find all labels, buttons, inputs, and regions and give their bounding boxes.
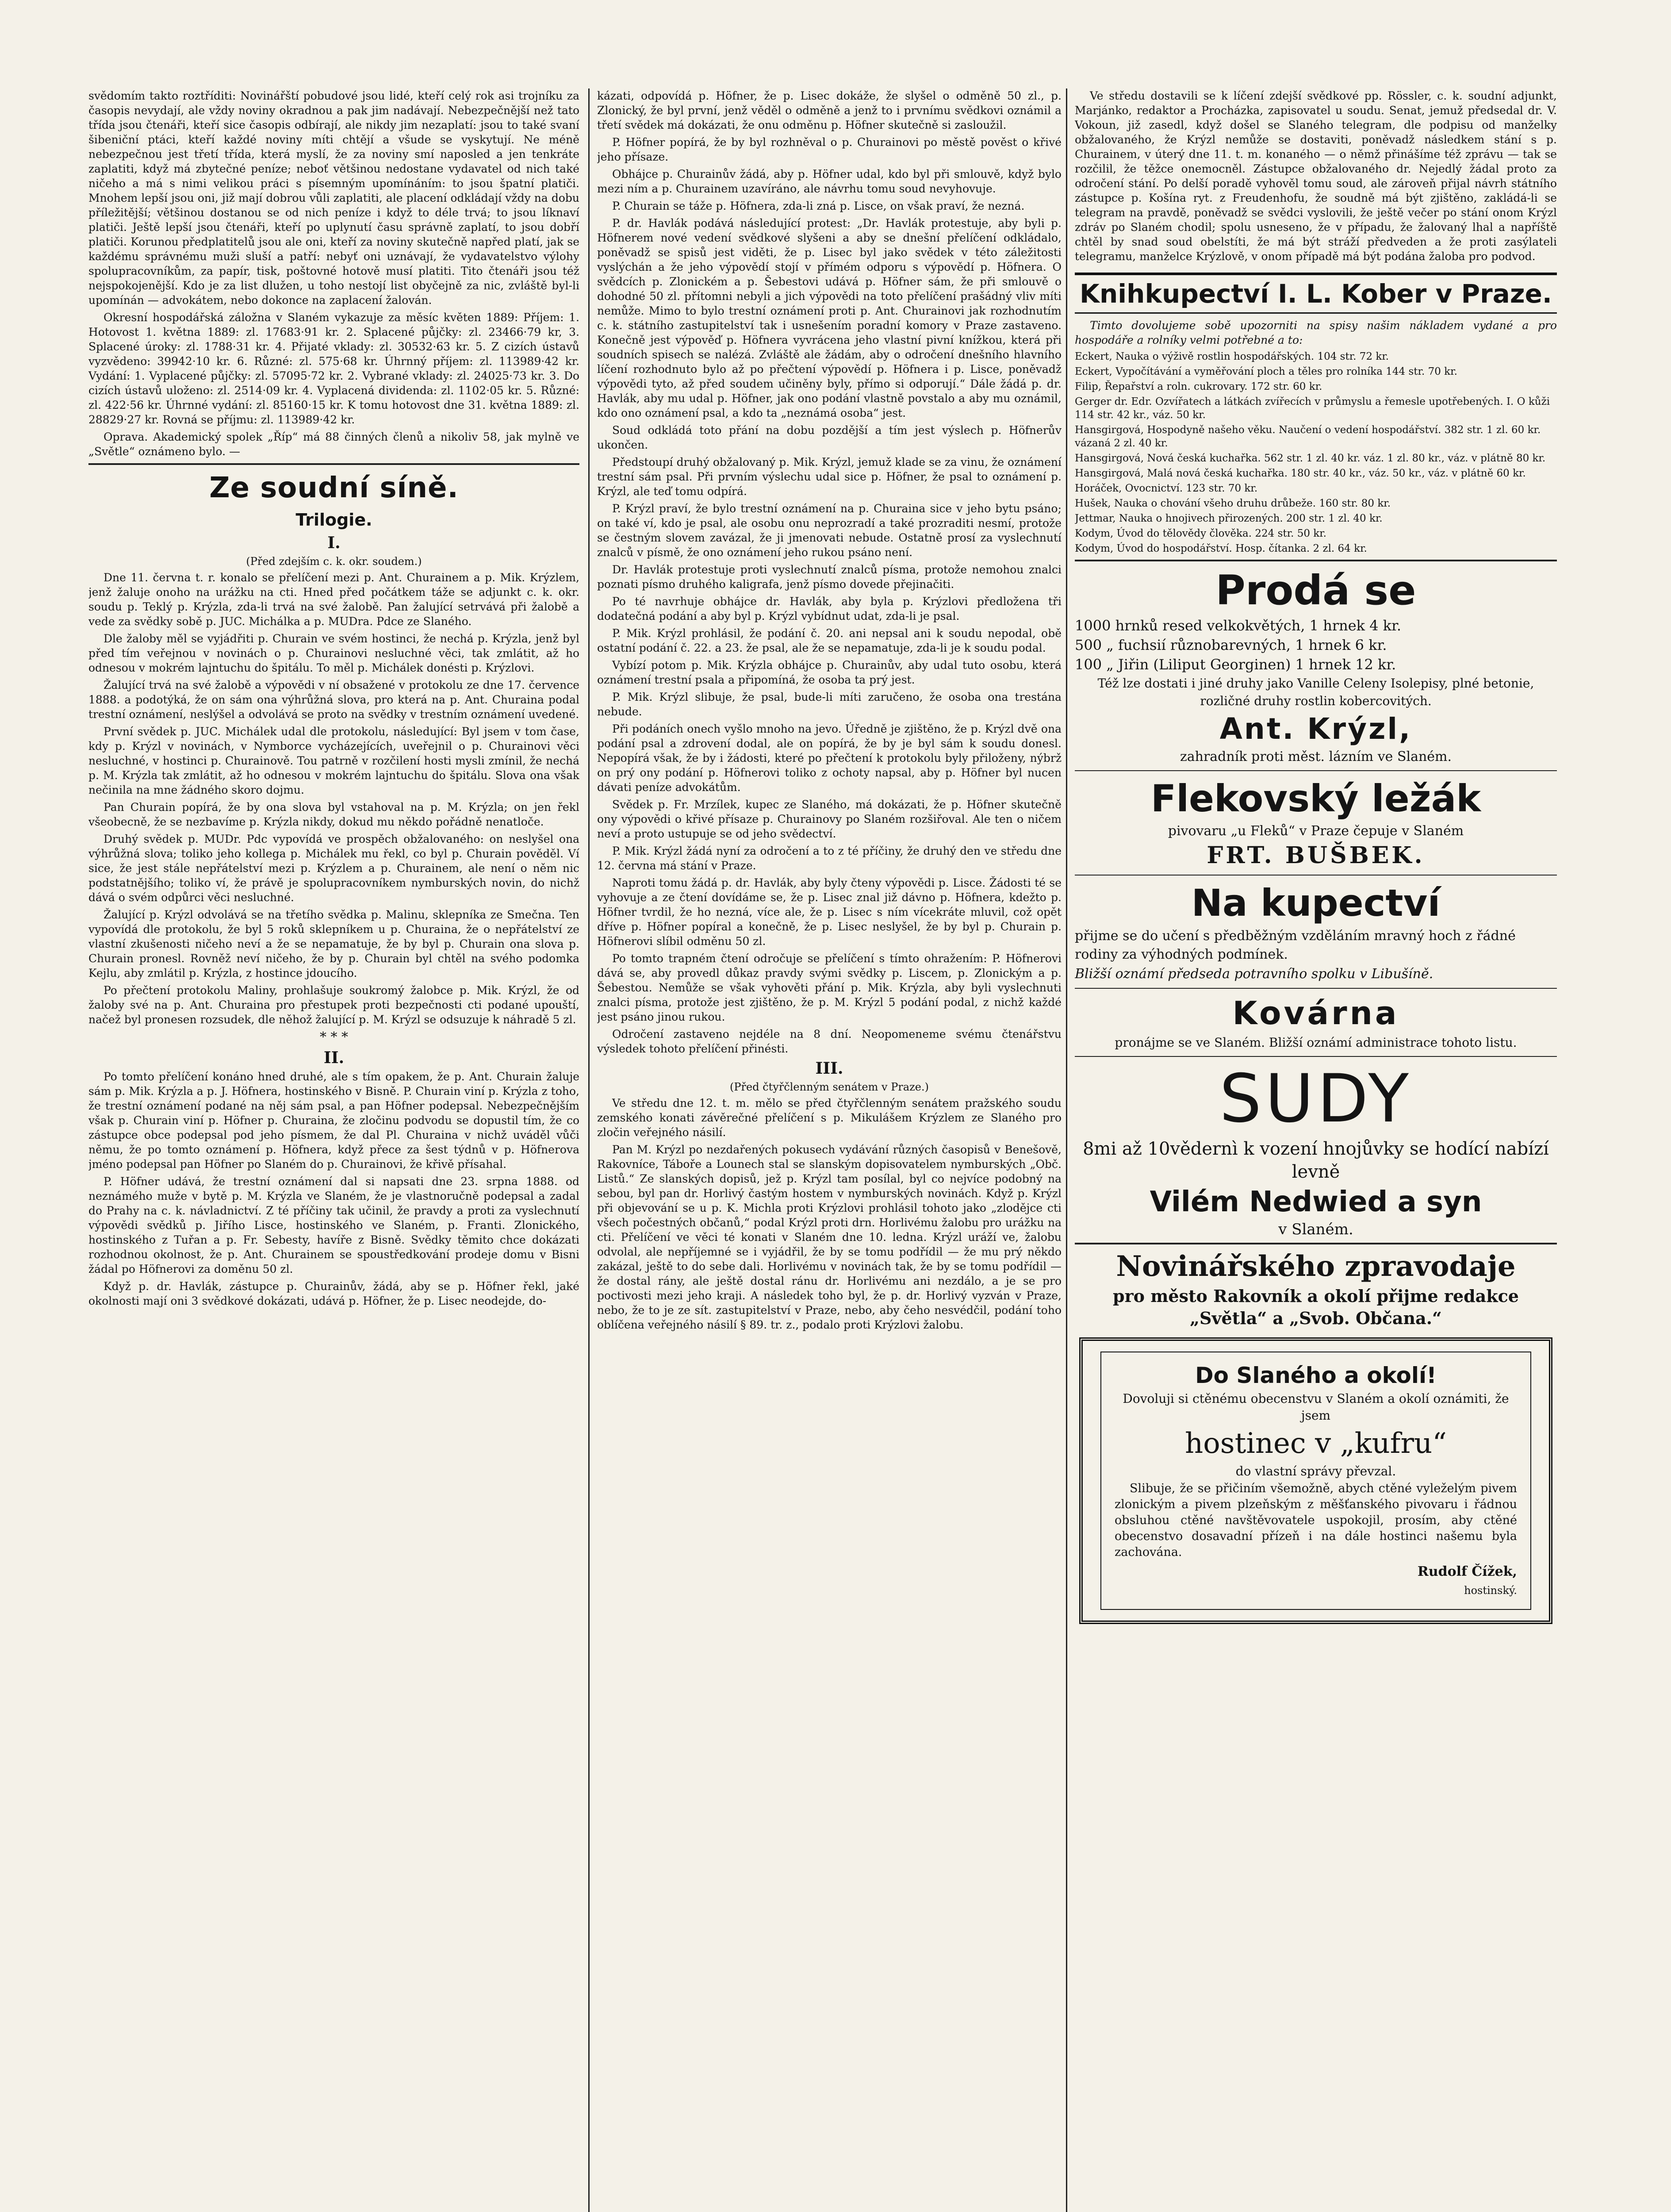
- lezak-ad-title: Flekovský ležák: [1150, 777, 1481, 820]
- sudy-text: 8mi až 10vědernì k vození hnojůvky se hodící nabízí levně: [1083, 1139, 1549, 1182]
- divider: [1075, 988, 1557, 989]
- article-paragraph: P. Höfner udává, že trestní oznámení dal si napsati dne 23. srpna 1888. od neznámého muže v bytě p. M. Krýzla ve Slaném, že je vlastnoručně podepsal a zadal do Prahy na c. k. návladnictví. Z té příčiny tak učinil, že pravdy a proti za vyslechnutí výpovědi svědků p. Jiřího Lisce, hostinského ve Slaném, p. Franti. Zlonického, hostinského z Tuřan a p. Fr. Sebesty, havíře z Bisně. Svědky těmito chce dokázati rozhodnou okolnost, že p. Ant. Churainem se spoustředkování prodeje domu v Bisni žádal po Höfnerovi za doměnu 50 zl.: [88, 1175, 579, 1275]
- article-paragraph: Svědek p. Fr. Mrzílek, kupec ze Slaného, má dokázati, že p. Höfner skutečně ony výpovědi o křivé přísaze p. Churainovy po Slaném rozšiřoval. Ale ten o ničem neví a proto ustupuje se od jeho svědectví.: [597, 798, 1062, 840]
- article-paragraph: Ve středu dostavili se k líčení zdejší svědkové pp. Rössler, c. k. soudní adjunkt, Marjánko, redaktor a Procházka, zapisovatel u soudu. Senat, jemuž předsedal dr. V. Vokoun, již zasedl, když došel se Slaného telegram, dle podpisu od manželky obžalovaného, že Krýzl nemůže se dostaviti, poněvadž následkem stání s p. Churainem, v úterý dne 11. t. m. konaného — o němž přinášíme též zprávu — tak se rozčilil, že těžce onemocněl. Zástupce obžalovaného dr. Nejedlý žádal proto za odročení stání. Po delší poradě vyhověl tomu soud, ale zároveň přijal návrh státního zástupce p. Košína ryt. z Freudenhofu, že soudně má být zjištěno, zakládá-li se telegram na pravdě, poněvadž se svědci vyslovili, že ještě večer po stání onom Krýzl zdráv po Slaném chodil; spolu usneseno, že v případu, že žalovaný lhal a napříště chtěl by snad soud obelstíti, že má být stráží předveden a že proti zasýlateli telegramu, manželce Krýzlově, v onom případě má být podána žaloba pro podvod.: [1075, 89, 1557, 263]
- article-paragraph: P. Höfner popírá, že by byl rozhněval o p. Churainovi po městě pověst o křivé jeho přísaze.: [597, 136, 1062, 163]
- article-paragraph: Po té navrhuje obhájce dr. Havlák, aby byla p. Krýzlovi předložena tři dodatečná podání a aby byl p. Krýzl vybídnut udat, zda-li je psal.: [597, 595, 1062, 622]
- book-entry: Jettmar, Nauka o hnojivech přirozených. 200 str. 1 zl. 40 kr.: [1075, 513, 1383, 524]
- lezak-text: pivovaru „u Fleků“ v Praze čepuje v Slaném: [1168, 823, 1464, 839]
- book-entry: Kodym, Úvod do tělovědy člověka. 224 str. 50 kr.: [1075, 528, 1326, 539]
- intro-paragraph: svědomím takto roztříditi: Novinářští pobudové jsou lidé, kteří celý rok asi trojníku za časopis nevydají, ale vždy noviny okradnou a pak jim nadávají. Nebezpečnější než tato třída jsou čtenáři, kteří sice časopis odbírají, ale nikdy jim nezaplatí: jsou to také svaní šibeniční ptáci, kteří každé noviny míti chtějí a všude se vyskytují. Ne méně nebezpečnou jest třetí třída, která myslí, že za noviny smí naposled a jen tenkráte zaplatiti, když má zbytečné peníze; neboť většinou nedostane vydavatel od nich také ničeho a má s nimi velikou práci s písemným upomínáním: to jsou špatní platiči. Mnohem lepší jsou oni, již mají dobrou vůli zaplatiti, ale placení odkládají vždy na dobu příležitější; většinou dostanou se od nich peníze i když to déle trvá; to jsou líknaví platiči. Ještě lepší jsou čtenáři, kteří po uplynutí času správně zaplatí, to jsou dobří platiči. Korunou předplatitelů jsou ale oni, kteří za noviny skutečně napřed platí, jak se každému správnému muži sluší a patří: nebyť oni uznávají, že vydavatelstvo výlohy spolupracovníkům, za papír, tisk, poštovné hotově musí platiti. Tito čtenáři jsou též nejspokojenější. Kdo je za list dlužen, u toho nestojí list obyčejně za nic, zvláště byl-li upomínán — advokátem, nebo dokonce na zaplacení žalován.: [88, 89, 579, 307]
- column-2: [597, 88, 1062, 2212]
- article-paragraph: Když p. dr. Havlák, zástupce p. Churainův, žádá, aby se p. Höfner řekl, jaké okolnosti mají oni 3 svědkové dokázati, udává p. Höfner, že p. Lisec neodejde, do-: [88, 1280, 579, 1307]
- article-paragraph: P. dr. Havlák podává následující protest: „Dr. Havlák protestuje, aby byli p. Höfnerem nové vedení svědkové slyšeni a aby se dnešní přelíčení odkládalo, poněvadž se spisů jest viděti, že p. Lisec byl jako svědek v této záležitosti vyslýchán a že jeho výpovědí stojí v přímém odporu s výpovědí p. Höfnera. O svědcích p. Zlonickém a p. Šebestovi udává p. Höfner sám, že při smlouvě o dohodné 50 zl. přítomni nebyli a jich výpovědi na toto přelíčení prašádný vliv míti nemůže. Mimo to bylo trestní oznámení proti p. Ant. Churainovi jak rozhodnutím c. k. státního zastupitelství tak i usnešením poradní komory v Praze zastaveno. Konečně jest výpověď p. Höfnera vyvrácena jeho vlastní pivní knížkou, která při soudních spisech se nalézá. Zvláště ale žádám, aby o odročení dnešního hlavního líčení rozhodnuto bylo až po přečtení výpovědí p. Höfnera i p. Lisce, poněvadž výpovědi tyto, až před soudem učiněny byly, přímo si odporují.“ Dále žádá p. dr. Havlák, aby mu udal p. Höfner, jak ono podání vlastně povstalo a aby mu oznámil, kdo ono oznámení psal, a kdo ta „neznámá osoba“ jest.: [597, 217, 1062, 419]
- proda-line: 1000 hrnků resed velkokvětých, 1 hrnek 4 kr.: [1075, 617, 1402, 634]
- section-title: Ze soudní síně.: [209, 472, 459, 504]
- column-3: [1075, 88, 1557, 2212]
- article-paragraph: Při podáních onech vyšlo mnoho na jevo. Úředně je zjištěno, že p. Krýzl dvě ona podání psal a zdrovení dodal, ale on popírá, že by je byl sám k soudu donesl. Nepopírá však, že by i žádosti, které po přečtení k protokolu byly přiloženy, nýbrž on prý ony podání p. Höfnerovi toliko z ochoty napsal, aby p. Höfner byl nucen dávati peníze advokátům.: [597, 722, 1062, 794]
- proda-line: 500 „ fuchsií různobarevných, 1 hrnek 6 kr.: [1075, 637, 1387, 653]
- article-paragraph: P. Krýzl praví, že bylo trestní oznámení na p. Churaina sice v jeho bytu psáno; on také ví, kdo je psal, ale osobu onu neprozradí a také prozraditi nesmí, protože se čestným slovem zavázal, že ji jmenovati nebude. Ostatně prosí za vyslechnutí znalců v písmě, že ono oznámení jeho rukou psáno není.: [597, 502, 1062, 559]
- article-paragraph: Druhý svědek p. MUDr. Pdc vypovídá ve prospěch obžalovaného: on neslyšel ona výhrůžná slova; toliko jeho kollega p. Michálek mu řekl, co byl p. Churain pověděl. Ví sice, že jest stále nepřátelství mezi p. Krýzlem a p. Churainem, ale není o něm nic podstatnějšího; toliko ví, že právě je spolupracovníkem nymburských novin, do nichž dává o svém odpůrci věci nesluchné.: [88, 833, 579, 904]
- proda-ad-title: Prodá se: [1215, 567, 1416, 614]
- article-paragraph: P. Churain se táže p. Höfnera, zda-li zná p. Lisce, on však praví, že nezná.: [612, 200, 1025, 212]
- zpravodaj-text: pro město Rakovník a okolí přijme redakce „Světla“ a „Svob. Občana.“: [1113, 1286, 1519, 1328]
- kufr-text: Dovoluji si ctěnému obecenstvu v Slaném a okolí oznámiti, že jsem: [1123, 1391, 1509, 1423]
- kovarna-text: pronájme se ve Slaném. Bližší oznámí administrace tohoto listu.: [1115, 1035, 1517, 1050]
- book-entry: Horáček, Ovocnictví. 123 str. 70 kr.: [1075, 483, 1258, 494]
- kufr-ad-inner: [1100, 1352, 1531, 1610]
- zpravodaj-ad-title: Novinářského zpravodaje: [1116, 1250, 1516, 1283]
- article-paragraph: Žalující trvá na své žalobě a výpovědi v ní obsažené v protokolu ze dne 17. července 1888. a podotýká, že on sám ona výhrůžná slova, pro která na p. Ant. Churaina podal trestní oznámení, neslýšel a odvolává se proto na svědky v trestním oznámení uvedené.: [88, 679, 579, 721]
- book-entry: Gerger dr. Edr. Ozvířatech a látkách zvířecích v průmyslu a řemesle upotřebených. I. O kůži 114 str. 42 kr., váz. 50 kr.: [1075, 396, 1550, 421]
- article-paragraph: Předstoupí druhý obžalovaný p. Mik. Krýzl, jemuž klade se za vinu, že oznámení trestní sám psal. Při prvním výslechu udal sice p. Höfner, že psal to oznámení p. Krýzl, ale teď tomu odpírá.: [597, 456, 1062, 498]
- book-entry: Hansgirgová, Hospodyně našeho věku. Naučení o vedení hospodářství. 382 str. 1 zl. 60 kr. vázaná 2 zl. 40 kr.: [1075, 424, 1541, 449]
- article-paragraph: Po tomto trapném čtení odročuje se přelíčení s tímto ohražením: P. Höfnerovi dává se, aby provedl důkaz pravdy svými svědky p. Liscem, p. Zlonickým a p. Šebestou. Nemůže se však vyhověti přání p. Mik. Krýzla, aby byli vyslechnuti znalci písma, protože jest zjištěno, že p. M. Krýzl 5 podání podal, z nichž každé jest psáno jinou rukou.: [597, 952, 1062, 1023]
- article-paragraph: P. Mik. Krýzl žádá nyní za odročení a to z té příčiny, že druhý den ve středu dne 12. června má stání v Praze.: [597, 845, 1062, 872]
- kober-intro: Timto dovolujeme sobě upozorniti na spisy našim nákladem vydané a pro hospodáře a rolníky velmi potřebné a to:: [1075, 319, 1557, 346]
- article-paragraph: P. Mik. Krýzl prohlásil, že podání č. 20. ani nepsal ani k soudu nepodal, obě ostatní podání č. 22. a 23. že psal, ale že se nepamatuje, zda-li je k soudu podal.: [597, 627, 1062, 654]
- stars-separator: * * *: [319, 1029, 349, 1045]
- article-paragraph: Dle žaloby měl se vyjádřiti p. Churain ve svém hostinci, že nechá p. Krýzla, jenž byl před tím veřejnou v novinách o p. Churainovi nesluchné věci, tak zmlátit, až ho odnesou v mokrém lajntuchu do špitálu. To měl p. Michálek donésti p. Krýzlovi.: [88, 632, 579, 674]
- article-paragraph: Ve středu dne 12. t. m. mělo se před čtyřčlenným senátem pražského soudu zemského konati závěrečné přelíčení s p. Mikulášem Krýzlem ze Slaného pro zločin veřejného násilí.: [597, 1097, 1062, 1139]
- article-paragraph: Naproti tomu žádá p. dr. Havlák, aby byly čteny výpovědi p. Lisce. Žádosti té se vyhovuje a ze čtení dovídáme se, že p. Lisec znal již dávno p. Höfnera, kdežto p. Höfner tvrdil, že ho nezná, více ale, že p. Lisec s ním vícekráte mluvil, což opět dříve p. Höfner popíral a konečně, že p. Lisec neslyšel, že by byl p. Churain p. Höfnerovi slíbil odměnu 50 zl.: [597, 876, 1062, 948]
- article-paragraph: Po přečtení protokolu Maliny, prohlašuje soukromý žalobce p. Mik. Krýzl, že od žaloby své na p. Ant. Churaina pro přestupek proti bezpečnosti cti podané upouští, načež byl pronesen rozsudek, dle něhož žalující p. M. Krýzl se odsuzuje k náhradě 5 zl.: [88, 984, 579, 1026]
- proda-line: 100 „ Jiřin (Liliput Georginen) 1 hrnek 12 kr.: [1075, 656, 1396, 673]
- kupectvi-text: přijme se do učení s předběžným vzděláním mravný hoch z řádné rodiny za výhodných podmínek.: [1075, 928, 1516, 962]
- kryzl-name: Ant. Krýzl,: [1219, 712, 1412, 746]
- book-entry: Eckert, Nauka o výživě rostlin hospodářských. 104 str. 72 kr.: [1075, 351, 1389, 362]
- book-entry: Filip, Řepařství a roln. cukrovary. 172 str. 60 kr.: [1075, 381, 1322, 392]
- part-1-number: I.: [327, 534, 341, 552]
- article-paragraph: První svědek p. JUC. Michálek udal dle protokolu, následující: Byl jsem v tom čase, kdy p. Krýzl v novinách, v Nymborce vycházejících, uveřejnil o p. Churainovi věci nesluchné, v hostinci p. Churainově. Tou patrně v rozčilení hosti mysli zmínil, že nechá p. M. Krýzla tak zmlátit, až ho odnesou v mokrém lajntuchu do špitálu. Slova ona však nečinila na mne žádného skoro dojmu.: [88, 725, 579, 796]
- article-paragraph: Vybízí potom p. Mik. Krýzla obhájce p. Churainův, aby udal tuto osobu, která oznámení trestní psala a připomíná, že osoba ta prý jest.: [597, 659, 1062, 686]
- newspaper-page: [18, 88, 1654, 2212]
- nedwied-subtitle: v Slaném.: [1278, 1221, 1353, 1238]
- divider: [88, 463, 579, 465]
- kufr-ad-title: Do Slaného a okolí!: [1195, 1363, 1437, 1388]
- kufr-signature: Rudolf Čížek,: [1417, 1564, 1517, 1579]
- kupectvi-ad-title: Na kupectví: [1191, 881, 1441, 925]
- article-paragraph: Dne 11. června t. r. konalo se přelíčení mezi p. Ant. Churainem a p. Mik. Krýzlem, jenž žaluje onoho na urážku na cti. Hned před počátkem táže se adjunkt c. k. okr. soudu p. Teklý p. Krýzla, zda-li trvá na své žalobě. Pan žalující setrvává při žalobě a vede za svědky sobě p. JUC. Michálka a p. MUDra. Pdce ze Slaného.: [88, 571, 579, 628]
- book-entry: Hansgirgová, Nová česká kuchařka. 562 str. 1 zl. 40 kr. váz. 1 zl. 80 kr., váz. v plátně 80 kr.: [1075, 453, 1546, 464]
- divider: [1075, 560, 1557, 561]
- book-entry: Hansgirgová, Malá nová česká kuchařka. 180 str. 40 kr., váz. 50 kr., váz. v plátně 60 kr.: [1075, 468, 1526, 479]
- kufr-signature-role: hostinský.: [1464, 1584, 1517, 1597]
- book-entry: Eckert, Vypočítávání a vyměřování ploch a těles pro rolníka 144 str. 70 kr.: [1075, 366, 1457, 377]
- article-paragraph: kázati, odpovídá p. Höfner, že p. Lisec dokáže, že slyšel o odměně 50 zl., p. Zlonický, že byl první, jenž věděl o odměně a jenž to i prvnímu svědkovi oznámil a třetí svědek má dokázati, že onu odměnu p. Höfner skutečně si zasloužil.: [597, 89, 1062, 131]
- kufr-text: do vlastní správy převzal.: [1235, 1464, 1396, 1479]
- nedwied-name: Vilém Nedwied a syn: [1150, 1186, 1482, 1218]
- article-paragraph: Pan M. Krýzl po nezdařených pokusech vydávání různých časopisů v Benešově, Rakovníce, Táboře a Lounech stal se slanským dopisovatelem nymburských „Obč. Listů.“ Ze slanských dopisů, jež p. Krýzl tam posílal, byl co nejvíce podobný na sebou, byl pan dr. Horlivý častým hostem v nymburských novinách. Když p. Krýzl při objevování se u p. K. Michla proti Krýzlovi prohlásil tohoto jako „zlodějce cti všech počestných občanů,“ podal Krýzl proti drn. Horlivému žalobu pro urážku na cti. Přelíčení ve věci té konati v Slaném dne 10. ledna. Krýzl uráží ve, žalobu odvolal, ale nepříjemné se i vyjádřil, že by se tomu podřídil — že mu prý někdo zakázal, ještě to do sebe dali. Horlivému v novinách tak, že by se tomu podřídil — že dostal rány, ale ještě dostal ránu dr. Horlivému ani nezdálo, a je se pro poctivosti mezi jeho kraji. A následek toho byl, že p. dr. Horlivý vyzván v Praze, nebo, že to je ze sít. zastupitelství v Praze, nebo, aby čeho nesvédčil, podání toho oblíčena veřejného násilí § 89. tr. z., podalo proti Krýzlovi žalobu.: [597, 1143, 1062, 1331]
- book-list: [1075, 350, 1557, 555]
- busbek-name: FRT. BUŠBEK.: [1207, 842, 1425, 869]
- kovarna-ad-title: Kovárna: [1232, 995, 1399, 1032]
- proda-text: Též lze dostati i jiné druhy jako Vanille Celeny Isolepisy, plné betonie, rozličné druhy rostlin kobercovitých.: [1097, 676, 1534, 708]
- article-paragraph: Obhájce p. Churainův žádá, aby p. Höfner udal, kdo byl při smlouvě, když bylo mezi ním a p. Churainem uzavíráno, ale návrhu tomu soud nevyhovuje.: [597, 168, 1062, 195]
- oprava-note: Oprava. Akademický spolek „Říp“ má 88 činných členů a nikoliv 58, jak mylně ve „Světle“ oznámeno bylo. —: [88, 430, 579, 458]
- kober-ad-title: Knihkupectví I. L. Kober v Praze.: [1075, 273, 1557, 314]
- article-paragraph: Žalující p. Krýzl odvolává se na třetího svědka p. Malinu, sklepníka ze Smečna. Ten vypovídá dle protokolu, že byl 5 roků sklepníkem u p. Churaina, že o nepřátelství ze vlastní zkušenosti ničeho neví a že se nepamatuje, že by byl p. Churain ona slova p. Churain pronesl. Rovněž neví ničeho, že by p. Churain byl chtěl na svého podomka Kejlu, aby zmlátil p. Krýzla, z hostince jdoucího.: [88, 908, 579, 979]
- kufr-text: Slibuje, že se přičiním všemožně, abych ctěné vyleželým pivem zlonickým a pivem plzeňským z měšťanského pivovaru i řádnou obsluhou ctěné navštěvovatele uspokojil, prosím, aby ctěné obecenstvo dosavadní přízeň i na dále hostinci našemu byla zachována.: [1115, 1482, 1517, 1559]
- part-3-subtitle: (Před čtyřčlenným senátem v Praze.): [730, 1081, 929, 1093]
- article-paragraph: Odročení zastaveno nejdéle na 8 dní. Neopomeneme svému čtenářstvu výsledek tohoto přelíčení přinésti.: [597, 1028, 1062, 1055]
- column-1: [88, 88, 579, 2212]
- article-paragraph: Soud odkládá toto přání na dobu pozdější a tím jest výslech p. Höfnerův ukončen.: [597, 424, 1062, 451]
- column-rule: [588, 88, 590, 2212]
- kryzl-subtitle: zahradník proti měst. lázním ve Slaném.: [1180, 749, 1452, 764]
- zalozna-report: Okresní hospodářská záložna v Slaném vykazuje za měsíc květen 1889: Příjem: 1. Hotovost 1. května 1889: zl. 17683·91 kr. 2. Splacené půjčky: zl. 23466·79 kr, 3. Splacené úroky: zl. 1788·31 kr. 4. Přijaté vklady: zl. 30532·63 kr. 5. Z cizích ústavů vyzvědeno: 39942·10 kr. 6. Různé: zl. 575·68 kr. Úhrnný příjem: zl. 113989·42 kr. Vydání: 1. Vyplacené půjčky: zl. 57095·72 kr. 2. Vybrané vklady: zl. 24025·73 kr. 3. Do cizích ústavů uloženo: zl. 2514·09 kr. 4. Vyplacená dividenda: zl. 1102·05 kr. 5. Různé: zl. 422·56 kr. Úhrnné vydání: zl. 85160·15 kr. K tomu hotovost dne 31. května 1889: zl. 28829·27 kr. Rovná se příjmu: zl. 113989·42 kr.: [88, 311, 579, 426]
- divider: [1075, 1056, 1557, 1057]
- kupectvi-more: Bližší oznámí předseda potravního spolku v Libušíně.: [1075, 966, 1433, 982]
- divider: [1075, 1243, 1557, 1244]
- book-entry: Kodym, Úvod do hospodářství. Hosp. čítanka. 2 zl. 64 kr.: [1075, 543, 1367, 554]
- book-entry: Hušek, Nauka o chování všeho druhu drůbeže. 160 str. 80 kr.: [1075, 498, 1391, 509]
- sudy-ad-title: SUDY: [1219, 1060, 1412, 1137]
- part-2-number: II.: [323, 1048, 345, 1067]
- part-1-subtitle: (Před zdejším c. k. okr. soudem.): [246, 555, 422, 568]
- article-paragraph: Pan Churain popírá, že by ona slova byl vstahoval na p. M. Krýzla; on jen řekl všeobecně, že se nezbavíme p. Krýzla nikdy, dokud mu někdo pořádně nenatloče.: [88, 801, 579, 828]
- article-paragraph: Po tomto přelíčení konáno hned druhé, ale s tím opakem, že p. Ant. Churain žaluje sám p. Mik. Krýzla a p. J. Höfnera, hostinského v Bisně. P. Churain viní p. Krýzla z toho, že trestní oznámení podané na něj sám psal, a pan Höfner podepsal. Nebezpečnějším však p. Churain viní p. Höfner p. Churaina, že zločinu podvodu se dopustil tím, že co zástupce obce podepsal pod jeho písmem, že dal Pl. Churaina v nichž uváděl vůči němu, že po tomto oznámení p. Höfnera, když přece za šest týdnů v p. Höfnerova jméno podepsal pan Höfner po Slaném do p. Churainovi, že křivě přísahal.: [88, 1070, 579, 1171]
- divider: [1075, 875, 1557, 876]
- trilogie-title: Trilogie.: [295, 510, 372, 530]
- column-rule: [1066, 88, 1067, 2212]
- article-paragraph: Dr. Havlák protestuje proti vyslechnutí znalců písma, protože nemohou znalci poznati písmo druhého kaligrafa, jenž písmo dovede přejinačiti.: [597, 563, 1062, 591]
- divider: [1075, 770, 1557, 771]
- kufr-hostinec: hostinec v „kufru“: [1185, 1427, 1447, 1460]
- part-3-number: III.: [815, 1059, 843, 1078]
- article-paragraph: P. Mik. Krýzl slibuje, že psal, bude-li míti zaručeno, že osoba ona trestána nebude.: [597, 691, 1062, 718]
- kufr-ad-box: [1079, 1337, 1552, 1624]
